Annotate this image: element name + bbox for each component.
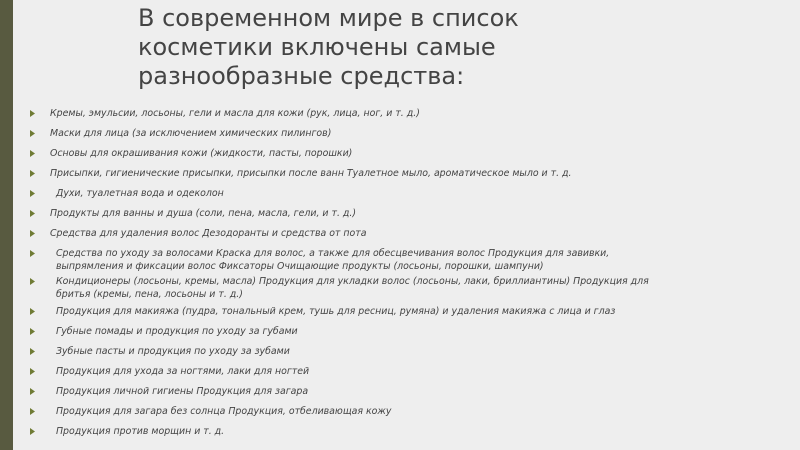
arrow-bullet-icon (30, 110, 35, 117)
arrow-bullet-icon (30, 308, 35, 315)
list-item-text: Присыпки, гигиенические присыпки, присыпки после ванн Туалетное мыло, ароматическое мыло и т. д. (50, 168, 572, 179)
arrow-bullet-icon (30, 408, 35, 415)
list-item-text: Маски для лица (за исключением химических пилингов) (50, 128, 332, 139)
slide-title: В современном мире в список косметики включены самые разнообразные средства: (138, 4, 519, 90)
arrow-bullet-icon (30, 250, 35, 257)
arrow-bullet-icon (30, 278, 35, 285)
list-item-text: Кондиционеры (лосьоны, кремы, масла) Продукция для укладки волос (лосьоны, лаки, бриллиантины) Продукция для бритья (кремы, пена, лосьоны и т. д.) (56, 276, 649, 300)
arrow-bullet-icon (30, 210, 35, 217)
list-item-text: Кремы, эмульсии, лосьоны, гели и масла для кожи (рук, лица, ног, и т. д.) (50, 108, 420, 119)
arrow-bullet-icon (30, 190, 35, 197)
list-item-text: Средства для удаления волос Дезодоранты и средства от пота (50, 228, 367, 239)
arrow-bullet-icon (30, 230, 35, 237)
accent-bar (0, 0, 13, 450)
list-item-text: Основы для окрашивания кожи (жидкости, пасты, порошки) (50, 148, 353, 159)
arrow-bullet-icon (30, 428, 35, 435)
arrow-bullet-icon (30, 348, 35, 355)
list-item-text: Духи, туалетная вода и одеколон (56, 188, 224, 199)
list-item-text: Продукция против морщин и т. д. (56, 426, 225, 437)
list-item-text: Губные помады и продукция по уходу за губами (56, 326, 298, 337)
list-item-text: Средства по уходу за волосами Краска для волос, а также для обесцвечивания волос Продукция для завивки, выпрямления и фиксации волос Фиксаторы Очищающие продукты (лосьоны, порошки, шампуни) (56, 248, 610, 272)
arrow-bullet-icon (30, 368, 35, 375)
list-item-text: Продукция для макияжа (пудра, тональный крем, тушь для ресниц, румяна) и удаления макияжа с лица и глаз (56, 306, 616, 317)
list-item-text: Продукция личной гигиены Продукция для загара (56, 386, 309, 397)
arrow-bullet-icon (30, 150, 35, 157)
list-item-text: Продукция для загара без солнца Продукция, отбеливающая кожу (56, 406, 392, 417)
list-item-text: Продукты для ванны и душа (соли, пена, масла, гели, и т. д.) (50, 208, 357, 219)
list-item-text: Зубные пасты и продукция по уходу за зубами (56, 346, 290, 357)
arrow-bullet-icon (30, 388, 35, 395)
arrow-bullet-icon (30, 130, 35, 137)
arrow-bullet-icon (30, 170, 35, 177)
list-item-text: Продукция для ухода за ногтями, лаки для ногтей (56, 366, 310, 377)
arrow-bullet-icon (30, 328, 35, 335)
